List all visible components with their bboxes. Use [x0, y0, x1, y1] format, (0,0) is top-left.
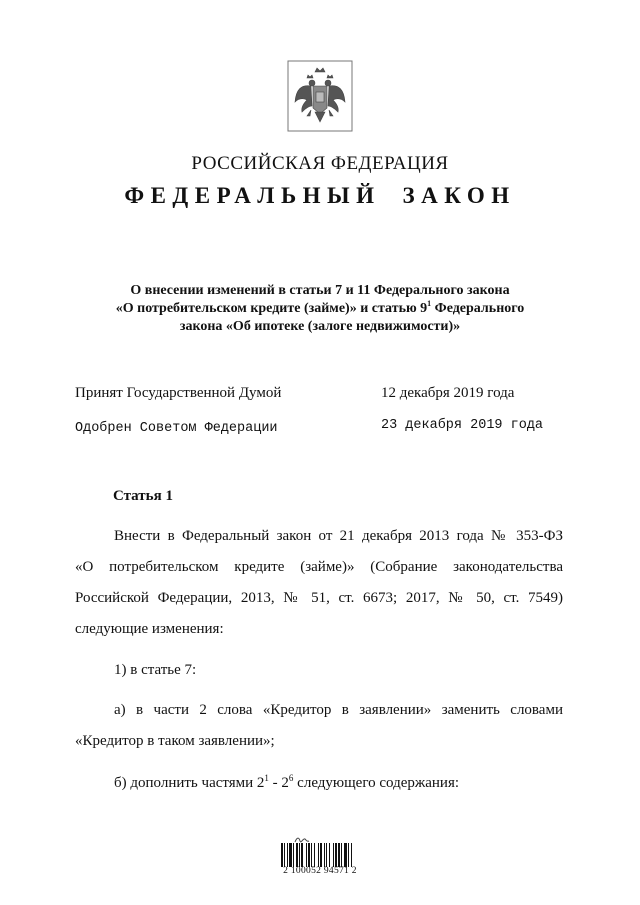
document-type: [0, 183, 640, 209]
paragraph-line: Внести в Федеральный закон от 21 декабря 2013 года № 353-ФЗ: [114, 528, 563, 544]
article-paragraph: [75, 521, 563, 645]
paragraph-line: «О потребительском кредите (займе)» (Собрание законодательства: [75, 559, 563, 575]
barcode-bar: [344, 843, 347, 867]
law-title: [80, 282, 560, 336]
law-word-federal: ФЕДЕРАЛЬНЫЙ: [124, 183, 381, 208]
barcode-bar: [338, 843, 340, 867]
barcode-bar: [281, 843, 283, 867]
coat-of-arms-icon: [287, 60, 353, 132]
paragraph-line: Российской Федерации, 2013, № 51, ст. 6673; 2017, № 50, ст. 7549): [75, 590, 563, 606]
duma-adoption-date: 12 декабря 2019 года: [381, 385, 515, 401]
barcode-bar: [326, 843, 327, 867]
barcode-bar: [293, 843, 294, 867]
handwritten-mark-icon: [294, 832, 310, 842]
superscript: 6: [288, 773, 294, 783]
barcode-bar: [341, 843, 342, 867]
superscript: 1: [264, 773, 269, 783]
barcode-bar: [306, 843, 307, 867]
list-item-1: 1) в статье 7:: [114, 662, 197, 678]
duma-adoption-label: Принят Государственной Думой: [75, 385, 282, 401]
barcode-bar: [287, 843, 288, 867]
country-name: РОССИЙСКАЯ ФЕДЕРАЦИЯ: [191, 153, 449, 174]
title-line: «О потребительском кредите (займе)» и статью $9^1$ Федерального: [115, 299, 525, 316]
article-heading: Статья 1: [113, 488, 173, 504]
list-item-a: [75, 695, 563, 757]
law-word-law: ЗАКОН: [402, 183, 516, 208]
barcode-bar: [335, 843, 337, 867]
barcode-bar: [333, 843, 334, 867]
barcode-bar: [318, 843, 319, 867]
paragraph-line: а) в части 2 слова «Кредитор в заявлении» заменить словами: [114, 702, 563, 718]
superscript: 1: [427, 299, 432, 308]
barcode-bar: [320, 843, 322, 867]
barcode-bar: [308, 843, 310, 867]
barcode-bar: [351, 843, 352, 867]
barcode-bar: [296, 843, 298, 867]
barcode-icon: [281, 843, 361, 867]
barcode-bar: [348, 843, 349, 867]
title-line: закона «Об ипотеке (залоге недвижимости)»: [179, 319, 461, 334]
paragraph-line: «Кредитор в таком заявлении»;: [75, 733, 275, 749]
barcode-number: 2 100052 94571 2: [283, 866, 357, 876]
council-approval-label: Одобрен Советом Федерации: [75, 421, 278, 436]
barcode-bar: [324, 843, 325, 867]
barcode-bar: [311, 843, 312, 867]
barcode-bar: [284, 843, 285, 867]
barcode-bar: [299, 843, 300, 867]
barcode-bar: [301, 843, 303, 867]
barcode-bar: [314, 843, 315, 867]
barcode-bar: [329, 843, 330, 867]
barcode-bar: [289, 843, 292, 867]
title-line: О внесении изменений в статьи 7 и 11 Федерального закона: [130, 283, 510, 298]
council-approval-date: 23 декабря 2019 года: [381, 418, 544, 433]
list-item-b: б) дополнить частями $2^1 - 2^6$ следующего содержания:: [114, 773, 460, 791]
paragraph-line: следующие изменения:: [75, 621, 224, 637]
